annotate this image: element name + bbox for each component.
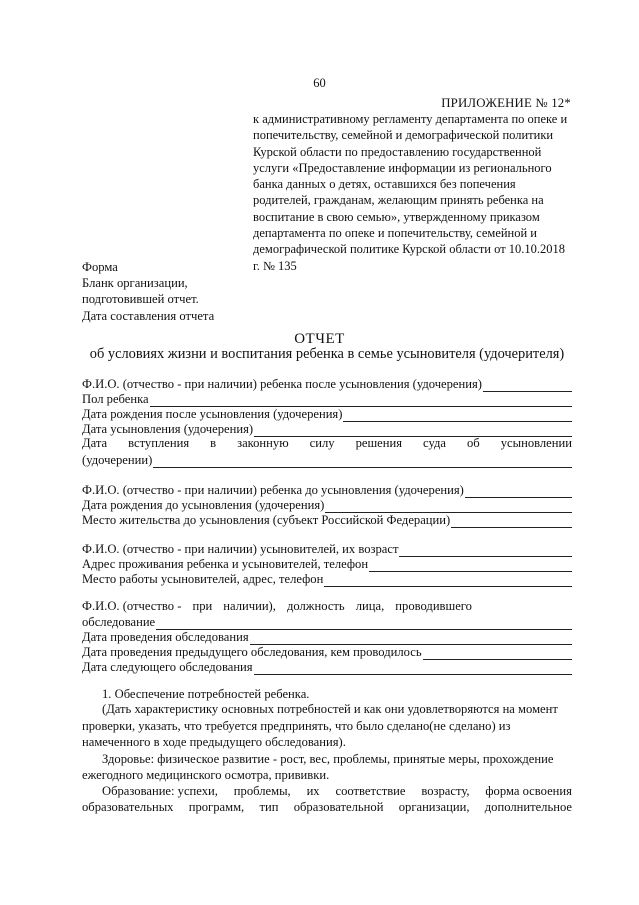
appendix-text	[253, 111, 573, 274]
fill-line[interactable]	[153, 456, 572, 468]
appendix-line: родителей, гражданам, желающим принять ребенка на	[253, 193, 544, 208]
report-title: ОТЧЕТ	[294, 331, 345, 347]
birth-date-before-field[interactable]	[82, 497, 572, 513]
page-number: 60	[313, 76, 326, 90]
word: об	[467, 436, 480, 450]
appendix-line: услуги «Предоставление информации из регионального	[253, 160, 552, 175]
section-heading: 1. Обеспечение потребностей ребенка.	[102, 687, 310, 701]
word: в	[210, 436, 217, 450]
word: при	[192, 599, 213, 613]
organization-blank: Бланк организации,	[82, 276, 188, 291]
field-label: Место работы усыновителей, адрес, телефон	[82, 572, 324, 586]
organization-blank-cont: подготовившей отчет.	[82, 292, 199, 307]
child-name-before-field[interactable]	[82, 482, 572, 498]
word: организации,	[398, 800, 470, 814]
word: суда	[423, 436, 446, 450]
word: законную	[237, 436, 289, 450]
health-line: Здоровье: физическое развитие - рост, вес, проблемы, принятые меры, прохождение	[102, 752, 554, 766]
field-label: Дата проведения предыдущего обследования, кем проводилось	[82, 645, 422, 659]
birth-date-after-field[interactable]	[82, 406, 572, 422]
inspection-date-field[interactable]	[82, 629, 572, 645]
word: Ф.И.О. (отчество -	[82, 599, 182, 613]
field-label: Ф.И.О. (отчество - при наличии) ребенка после усыновления (удочерения)	[82, 377, 482, 391]
address-field[interactable]	[82, 556, 572, 572]
child-name-after-field[interactable]	[82, 376, 572, 392]
word: дополнительное	[484, 800, 572, 814]
field-label: (удочерении)	[82, 453, 153, 467]
word: тип	[259, 800, 279, 814]
court-decision-field[interactable]	[82, 452, 572, 468]
word: должность	[286, 599, 345, 613]
word: проблемы,	[233, 784, 291, 798]
previous-inspection-field[interactable]	[82, 644, 572, 660]
education-line	[102, 784, 572, 799]
word: лица,	[355, 599, 385, 613]
field-label: Дата проведения обследования	[82, 630, 249, 644]
field-label: Ф.И.О. (отчество - при наличии) усыновителей, их возраст	[82, 542, 399, 556]
fill-line[interactable]	[324, 575, 572, 587]
word: образовательной	[293, 800, 384, 814]
field-label: Пол ребенка	[82, 392, 149, 406]
appendix-line: к административному регламенту департамента по опеке и	[253, 112, 568, 126]
word: наличии),	[223, 599, 276, 613]
appendix-line: попечительству, семейной и демографической политики	[253, 128, 554, 143]
education-line	[82, 800, 572, 815]
adoption-date-field[interactable]	[82, 421, 572, 437]
section-text-line: (Дать характеристику основных потребностей и как они удовлетворяются на момент	[102, 702, 558, 716]
field-label: Дата рождения до усыновления (удочерения)	[82, 498, 325, 512]
word: их	[306, 784, 320, 798]
appendix-line: Курской области по предоставлению государственной	[253, 144, 542, 159]
next-inspection-field[interactable]	[82, 659, 572, 675]
word: усыновлении	[500, 436, 572, 450]
workplace-field[interactable]	[82, 571, 572, 587]
word: форма освоения	[485, 784, 572, 798]
field-label: Дата рождения после усыновления (удочерения)	[82, 407, 343, 421]
fill-line[interactable]	[254, 663, 572, 675]
report-date-label: Дата составления отчета	[82, 308, 215, 323]
form-label: Форма	[82, 260, 118, 274]
word: вступления	[128, 436, 190, 450]
court-decision-label	[82, 436, 572, 451]
word: соответствие	[335, 784, 406, 798]
form-header	[82, 259, 214, 324]
adopters-name-field[interactable]	[82, 541, 572, 557]
word: возрасту,	[421, 784, 470, 798]
field-label: Дата усыновления (удочерения)	[82, 422, 254, 436]
word: Дата	[82, 436, 108, 450]
field-label: Адрес проживания ребенка и усыновителей, телефон	[82, 557, 369, 571]
field-label: Ф.И.О. (отчество - при наличии) ребенка до усыновления (удочерения)	[82, 483, 464, 497]
field-label: Дата следующего обследования	[82, 660, 253, 674]
appendix-line: департамента по опеке и попечительству, семейной и	[253, 226, 537, 241]
fill-line[interactable]	[451, 516, 572, 528]
residence-before-field[interactable]	[82, 512, 572, 528]
appendix-line: банка данных о детях, оставшихся без попечения	[253, 177, 516, 192]
appendix-line: г. № 135	[253, 258, 297, 273]
word: программ,	[188, 800, 245, 814]
word: проводившего	[395, 599, 472, 613]
word: решения	[355, 436, 403, 450]
section-text-line: проверки, указать, что требуется предпринять, что было сделано(не сделано) из	[82, 719, 511, 733]
word: образовательных	[82, 800, 174, 814]
inspector-label	[82, 599, 472, 614]
inspector-field[interactable]	[82, 614, 572, 630]
appendix-line: воспитание в свою семью», утвержденному приказом	[253, 209, 540, 224]
appendix-title: ПРИЛОЖЕНИЕ № 12*	[441, 96, 571, 110]
health-line: ежегодного медицинского осмотра, прививки.	[82, 768, 330, 782]
field-label: обследование	[82, 615, 156, 629]
word: Образование: успехи,	[102, 784, 218, 798]
child-sex-field[interactable]	[82, 391, 572, 407]
report-subtitle: об условиях жизни и воспитания ребенка в семье усыновителя (удочерителя)	[89, 346, 565, 362]
appendix-line: демографической политике Курской области от 10.10.2018	[253, 242, 566, 257]
section-text-line: намеченного в ходе предыдущего обследования).	[82, 735, 346, 749]
field-label: Место жительства до усыновления (субъект Российской Федерации)	[82, 513, 451, 527]
word: силу	[309, 436, 335, 450]
